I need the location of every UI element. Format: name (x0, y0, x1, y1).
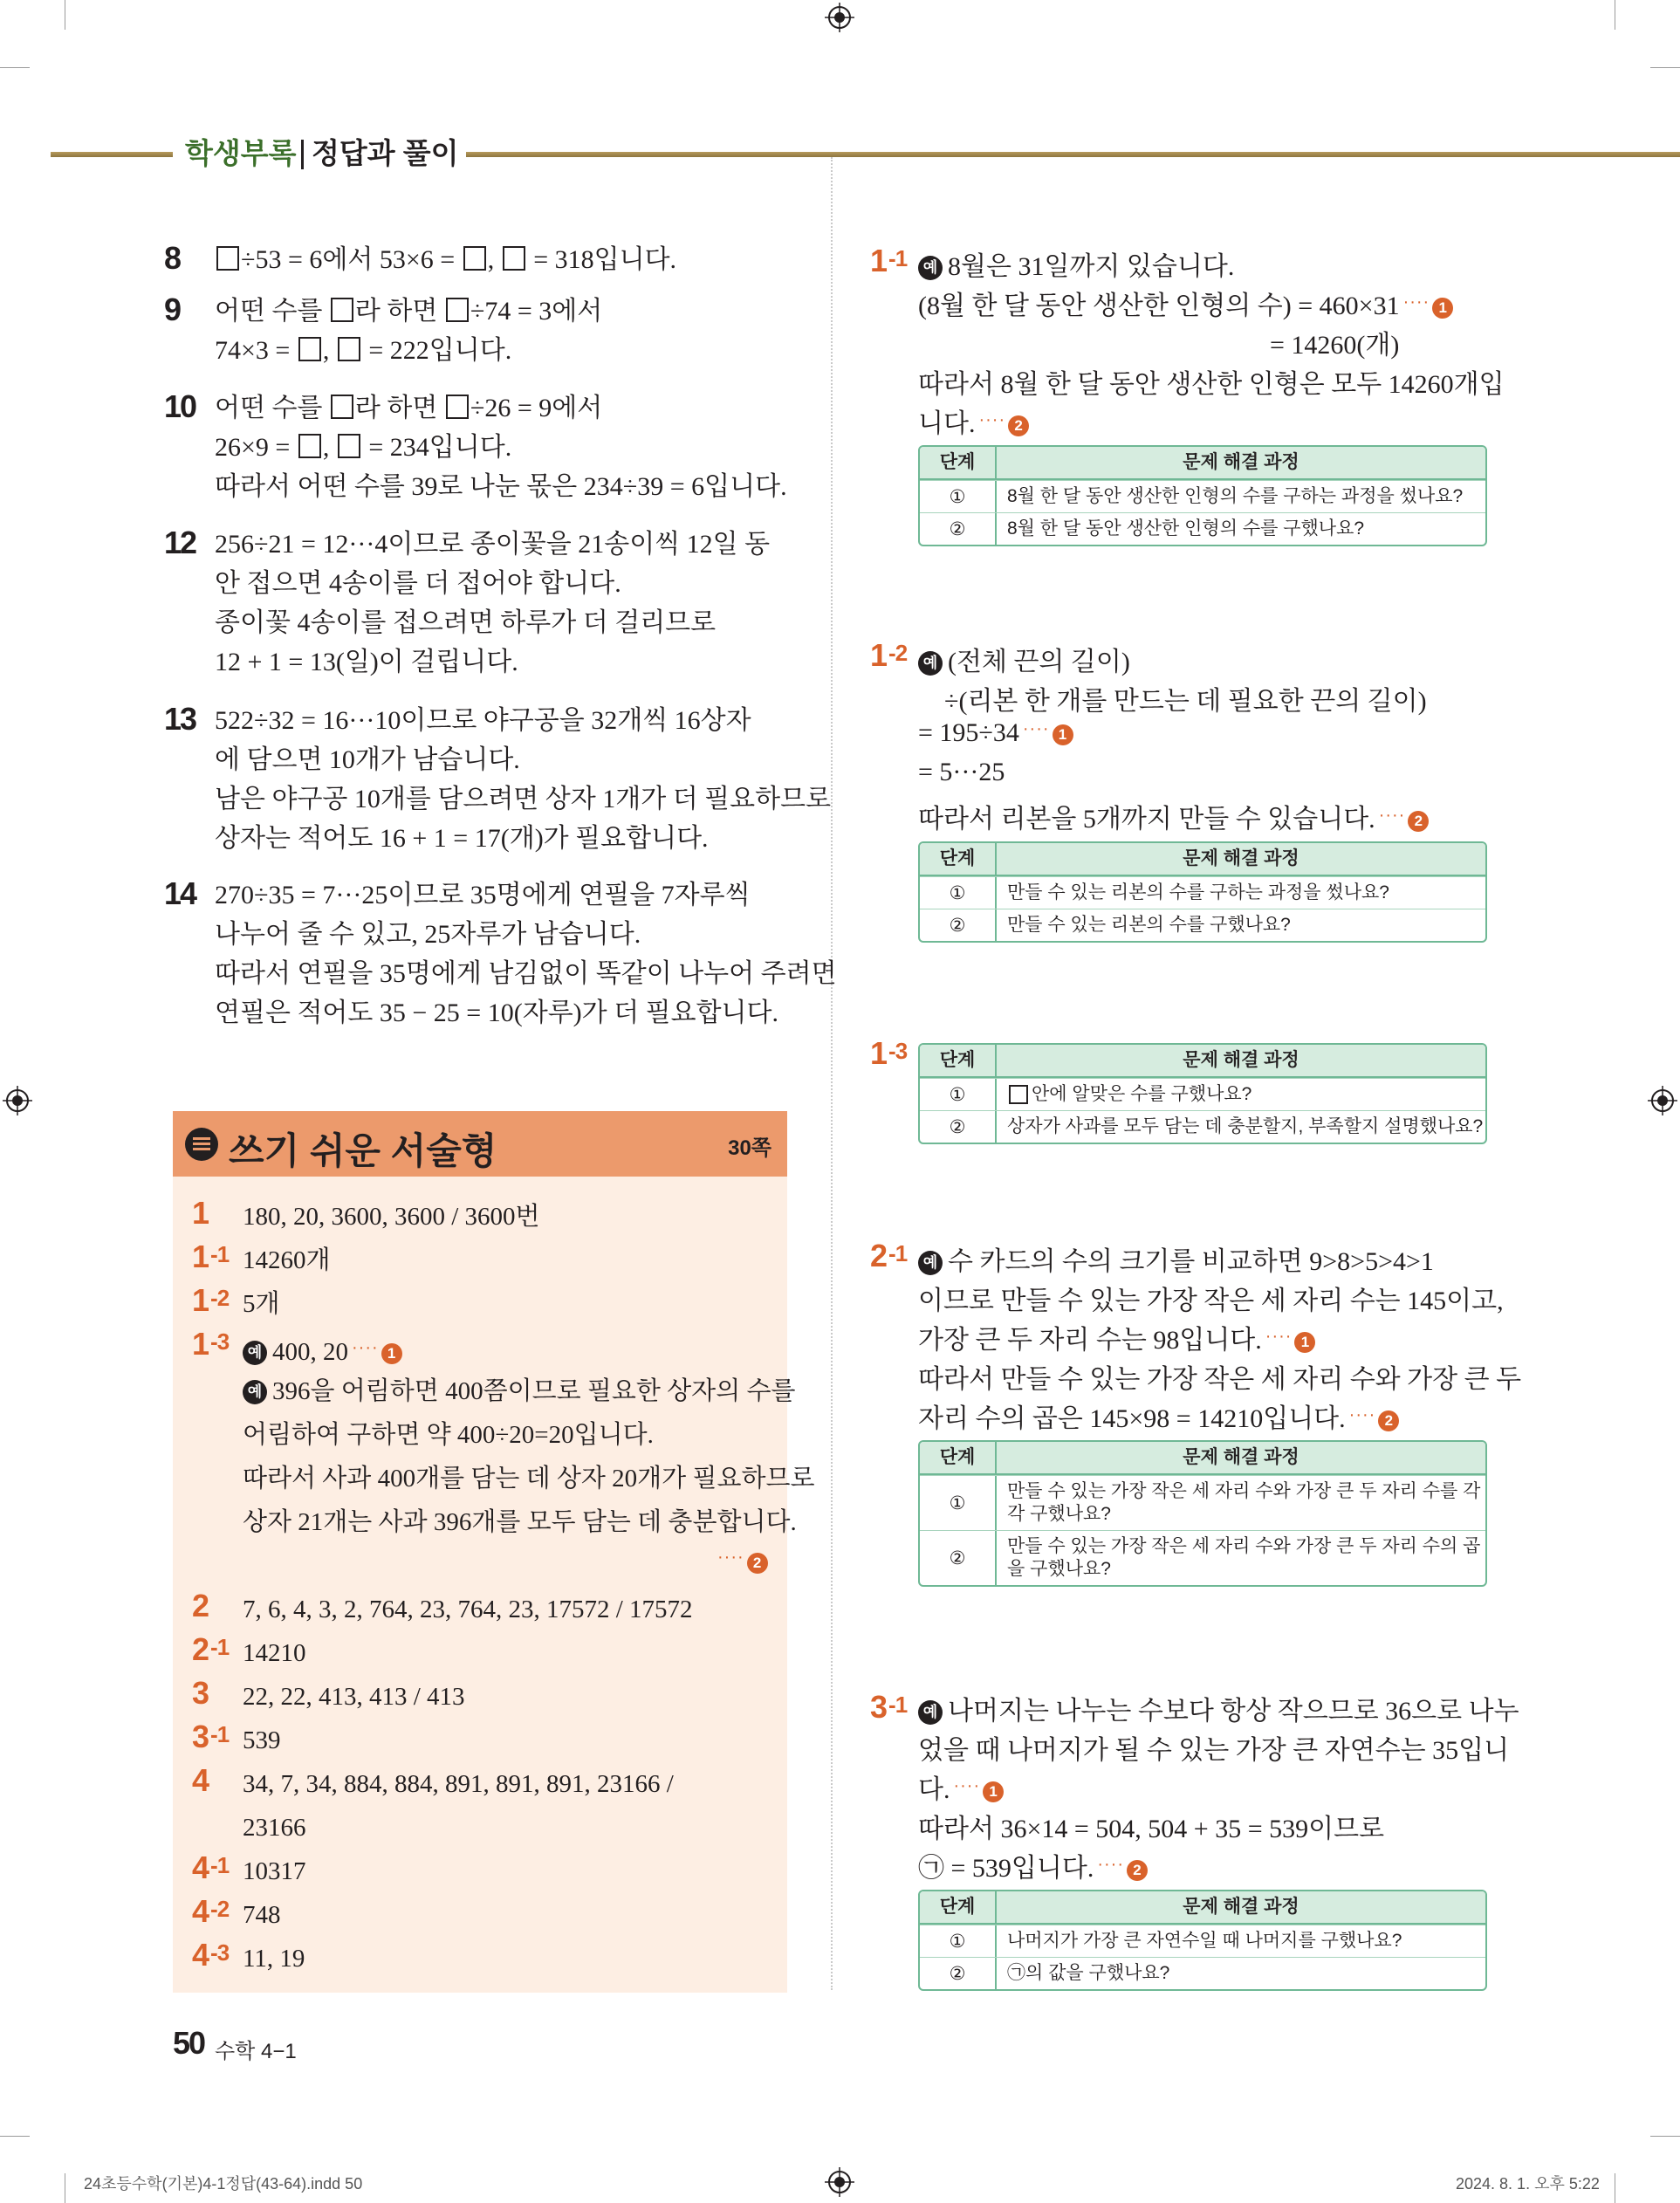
box-icon (216, 246, 239, 271)
answer-number: 1-3 (192, 1326, 230, 1362)
crop-mark (1650, 67, 1680, 68)
problem-9 (164, 292, 603, 370)
solution-line: = 195÷34 ···· 1 (918, 718, 1073, 748)
problem-number: 12 (164, 525, 196, 560)
answer-box-title: 쓰기 쉬운 서술형 (229, 1130, 497, 1171)
box-icon (463, 246, 486, 271)
example-icon: 예 (918, 256, 943, 280)
page-number: 50 (173, 2025, 205, 2061)
problem-line: 안 접으면 4송이를 더 접어야 합니다. (215, 569, 621, 598)
rubric-row: ② 만들 수 있는 가장 작은 세 자리 수와 가장 큰 두 자리 수의 곱을 구했나요? (920, 1530, 1485, 1585)
rubric-header: 단계 문제 해결 과정 (920, 843, 1485, 876)
answer-number: 1-1 (192, 1239, 230, 1274)
mark-2-icon: 2 (747, 1553, 768, 1574)
mark-1-icon: 1 (1432, 298, 1453, 319)
solution-line: 예 나머지는 나누는 수보다 항상 작으므로 36으로 나누 (918, 1689, 1519, 1727)
solution-line: 가장 큰 두 자리 수는 98입니다. ···· 1 (918, 1318, 1315, 1356)
answer-mark: ···· 2 (714, 1548, 768, 1574)
answer-number: 4-1 (192, 1850, 230, 1885)
problem-line: 남은 야구공 10개를 담으려면 상자 1개가 더 필요하므로 (215, 785, 832, 813)
solution-line: 따라서 만들 수 있는 가장 작은 세 자리 수와 가장 큰 두 (918, 1365, 1522, 1394)
rubric-row: ② 상자가 사과를 모두 담는 데 충분할지, 부족할지 설명했나요? (920, 1110, 1485, 1143)
registration-mark-icon (825, 3, 854, 32)
column-divider (831, 157, 833, 1990)
answer-box (173, 1111, 815, 1993)
rubric-row: ① 8월 한 달 동안 생산한 인형의 수를 구하는 과정을 썼나요? (920, 480, 1485, 512)
solution-line: 예 수 카드의 수의 크기를 비교하면 9>8>5>4>1 (918, 1239, 1434, 1278)
problem-line: 따라서 연필을 35명에게 남김없이 똑같이 나누어 주려면 (215, 959, 837, 988)
crop-mark (0, 2136, 30, 2137)
box-icon (446, 395, 469, 419)
example-icon: 예 (918, 651, 943, 676)
example-icon: 예 (243, 1380, 267, 1404)
answer-text: 상자 21개는 사과 396개를 모두 담는 데 충분합니다. (243, 1508, 797, 1536)
list-icon (185, 1128, 218, 1161)
mark-1-icon: 1 (1053, 724, 1073, 745)
answer-text: 5개 (243, 1290, 280, 1318)
rubric-row: ① 나머지가 가장 큰 자연수일 때 나머지를 구했나요? (920, 1925, 1485, 1957)
problem-14 (164, 875, 837, 1033)
answer-text: 예 400, 20 ···· 1 (243, 1326, 402, 1374)
mark-1-icon: 1 (381, 1343, 402, 1364)
problem-number: 14 (164, 875, 196, 911)
problem-8 (164, 240, 677, 279)
problem-line: 256÷21 = 12···4이므로 종이꽃을 21송이씩 12일 동 (215, 530, 771, 559)
crop-mark (0, 67, 30, 68)
box-icon (338, 337, 360, 361)
solution-line: ÷(리본 한 개를 만드는 데 필요한 끈의 길이) (944, 687, 1427, 716)
mark-2-icon: 2 (1408, 811, 1429, 832)
print-slug-date: 2024. 8. 1. 오후 5:22 (1456, 2175, 1600, 2193)
solution-line: 니다. ···· 2 (918, 401, 1029, 440)
rubric-row: ① 만들 수 있는 리본의 수를 구하는 과정을 썼나요? (920, 876, 1485, 909)
problem-line: 어떤 수를 라 하면 ÷74 = 3에서 (215, 297, 603, 326)
solution-line: 따라서 리본을 5개까지 만들 수 있습니다. ···· 2 (918, 797, 1429, 835)
header-title: 학생부록 (185, 137, 297, 169)
answer-box-page: 30쪽 (728, 1136, 771, 1160)
box-icon (446, 298, 469, 322)
answer-text: 어림하여 구하면 약 400÷20=20입니다. (243, 1421, 654, 1449)
answer-number: 3 (192, 1675, 209, 1711)
box-icon (331, 298, 353, 322)
answer-text: 14260개 (243, 1246, 331, 1274)
rubric-table (918, 1890, 1487, 1991)
answer-number: 1-2 (192, 1282, 230, 1318)
solution-line: 예 (전체 끈의 길이) (918, 640, 1130, 678)
solution-number: 1-1 (870, 243, 908, 278)
answer-text: 34, 7, 34, 884, 884, 891, 891, 891, 23166 / (243, 1770, 674, 1798)
page-subject: 수학 4−1 (215, 2040, 297, 2063)
answer-number: 4-2 (192, 1893, 230, 1929)
box-icon (298, 434, 321, 458)
solution-number: 2-1 (870, 1238, 908, 1273)
solution-line: 따라서 36×14 = 504, 504 + 35 = 539이므로 (918, 1815, 1385, 1843)
solution-number: 3-1 (870, 1689, 908, 1725)
example-icon: 예 (918, 1700, 943, 1725)
problem-line: 270÷35 = 7···25이므로 35명에게 연필을 7자루씩 (215, 881, 751, 909)
mark-1-icon: 1 (983, 1781, 1004, 1802)
box-icon (331, 395, 353, 419)
box-icon (298, 337, 321, 361)
rubric-table (918, 1440, 1487, 1587)
solution-line: 었을 때 나머지가 될 수 있는 가장 큰 자연수는 35입니 (918, 1736, 1510, 1765)
rubric-row: ① 안에 알맞은 수를 구했나요? (920, 1078, 1485, 1110)
problem-line: 어떤 수를 라 하면 ÷26 = 9에서 (215, 394, 603, 422)
answer-text: 23166 (243, 1814, 306, 1842)
mark-2-icon: 2 (1378, 1410, 1399, 1431)
mark-2-icon: 2 (1008, 415, 1029, 436)
problem-number: 8 (164, 240, 181, 276)
answer-text: 10317 (243, 1857, 306, 1885)
crop-mark (1650, 2136, 1680, 2137)
answer-number: 2 (192, 1588, 209, 1623)
registration-mark-icon (3, 1086, 32, 1115)
problem-line: 에 담으면 10개가 남습니다. (215, 745, 520, 774)
answer-number: 3-1 (192, 1719, 230, 1754)
solution-number: 1-3 (870, 1035, 908, 1071)
solution-line: = 14260(개) (1270, 331, 1400, 360)
answer-box-header (173, 1111, 787, 1177)
solution-line: (8월 한 달 동안 생산한 인형의 수) = 460×31 ···· 1 (918, 284, 1453, 322)
answer-text: 22, 22, 413, 413 / 413 (243, 1683, 465, 1711)
problem-line: 12 + 1 = 13(일)이 걸립니다. (215, 648, 518, 676)
solution-line: 이므로 만들 수 있는 가장 작은 세 자리 수는 145이고, (918, 1287, 1504, 1315)
answer-text: 539 (243, 1726, 281, 1754)
header-divider (301, 140, 304, 169)
solution-line: 따라서 8월 한 달 동안 생산한 인형은 모두 14260개입 (918, 370, 1505, 399)
problem-line: 522÷32 = 16···10이므로 야구공을 32개씩 16상자 (215, 706, 751, 735)
answer-text: 7, 6, 4, 3, 2, 764, 23, 764, 23, 17572 / 17572 (243, 1596, 693, 1623)
header-rule-right (466, 152, 1680, 157)
registration-mark-icon (1648, 1086, 1677, 1115)
problem-number: 10 (164, 388, 196, 424)
problem-number: 13 (164, 701, 196, 737)
problem-line: 따라서 어떤 수를 39로 나눈 몫은 234÷39 = 6입니다. (215, 472, 787, 501)
answer-text: 180, 20, 3600, 3600 / 3600번 (243, 1203, 540, 1231)
rubric-row: ② ㉠의 값을 구했나요? (920, 1957, 1485, 1989)
answer-number: 4-3 (192, 1937, 230, 1973)
problem-number: 9 (164, 292, 181, 327)
solution-line: = 5···25 (918, 758, 1005, 786)
answer-text: 11, 19 (243, 1945, 305, 1973)
problem-line: 26×9 = , = 234입니다. (215, 433, 512, 462)
solution-line: 자리 수의 곱은 145×98 = 14210입니다. ···· 2 (918, 1397, 1399, 1435)
answer-text: 14210 (243, 1639, 306, 1667)
solution-line: ㉠ = 539입니다. ···· 2 (918, 1846, 1148, 1884)
rubric-row: ① 만들 수 있는 가장 작은 세 자리 수와 가장 큰 두 자리 수를 각각 구했나요? (920, 1475, 1485, 1530)
rubric-header: 단계 문제 해결 과정 (920, 1045, 1485, 1078)
problem-line: 나누어 줄 수 있고, 25자루가 남습니다. (215, 920, 641, 949)
rubric-row: ② 만들 수 있는 리본의 수를 구했나요? (920, 909, 1485, 941)
header-rule-left (51, 152, 173, 157)
answer-number: 4 (192, 1762, 209, 1798)
solution-line: 다. ···· 1 (918, 1767, 1004, 1806)
problem-line: ÷53 = 6에서 53×6 = , = 318입니다. (215, 240, 676, 279)
rubric-header: 단계 문제 해결 과정 (920, 447, 1485, 480)
rubric-header: 단계 문제 해결 과정 (920, 1891, 1485, 1925)
problem-10 (164, 388, 787, 506)
problem-line: 종이꽃 4송이를 접으려면 하루가 더 걸리므로 (215, 608, 717, 637)
solution-number: 1-2 (870, 637, 908, 673)
box-icon (1009, 1085, 1028, 1104)
mark-1-icon: 1 (1294, 1332, 1315, 1353)
rubric-table (918, 1043, 1487, 1144)
problem-12 (164, 525, 771, 682)
answer-text: 748 (243, 1901, 281, 1929)
problem-line: 상자는 적어도 16 + 1 = 17(개)가 필요합니다. (215, 824, 709, 853)
solution-line: 예 8월은 31일까지 있습니다. (918, 244, 1234, 283)
rubric-row: ② 8월 한 달 동안 생산한 인형의 수를 구했나요? (920, 512, 1485, 545)
answer-text: 따라서 사과 400개를 담는 데 상자 20개가 필요하므로 (243, 1465, 815, 1493)
rubric-table (918, 445, 1487, 546)
answer-number: 1 (192, 1195, 209, 1231)
rubric-table (918, 841, 1487, 943)
problem-13 (164, 701, 832, 858)
example-icon: 예 (243, 1341, 267, 1365)
answer-number: 2-1 (192, 1631, 230, 1667)
rubric-header: 단계 문제 해결 과정 (920, 1442, 1485, 1475)
example-icon: 예 (918, 1251, 943, 1275)
mark-2-icon: 2 (1127, 1860, 1148, 1881)
header-subtitle: 정답과 풀이 (312, 137, 459, 169)
problem-line: 연필은 적어도 35 − 25 = 10(자루)가 더 필요합니다. (215, 999, 779, 1027)
print-slug-file: 24초등수학(기본)4-1정답(43-64).indd 50 (84, 2175, 363, 2193)
problem-line: 74×3 = , = 222입니다. (215, 336, 512, 365)
box-icon (338, 434, 360, 458)
answer-text: 예 396을 어림하면 400쯤이므로 필요한 상자의 수를 (243, 1369, 796, 1413)
registration-mark-icon (825, 2167, 854, 2197)
box-icon (503, 246, 525, 271)
